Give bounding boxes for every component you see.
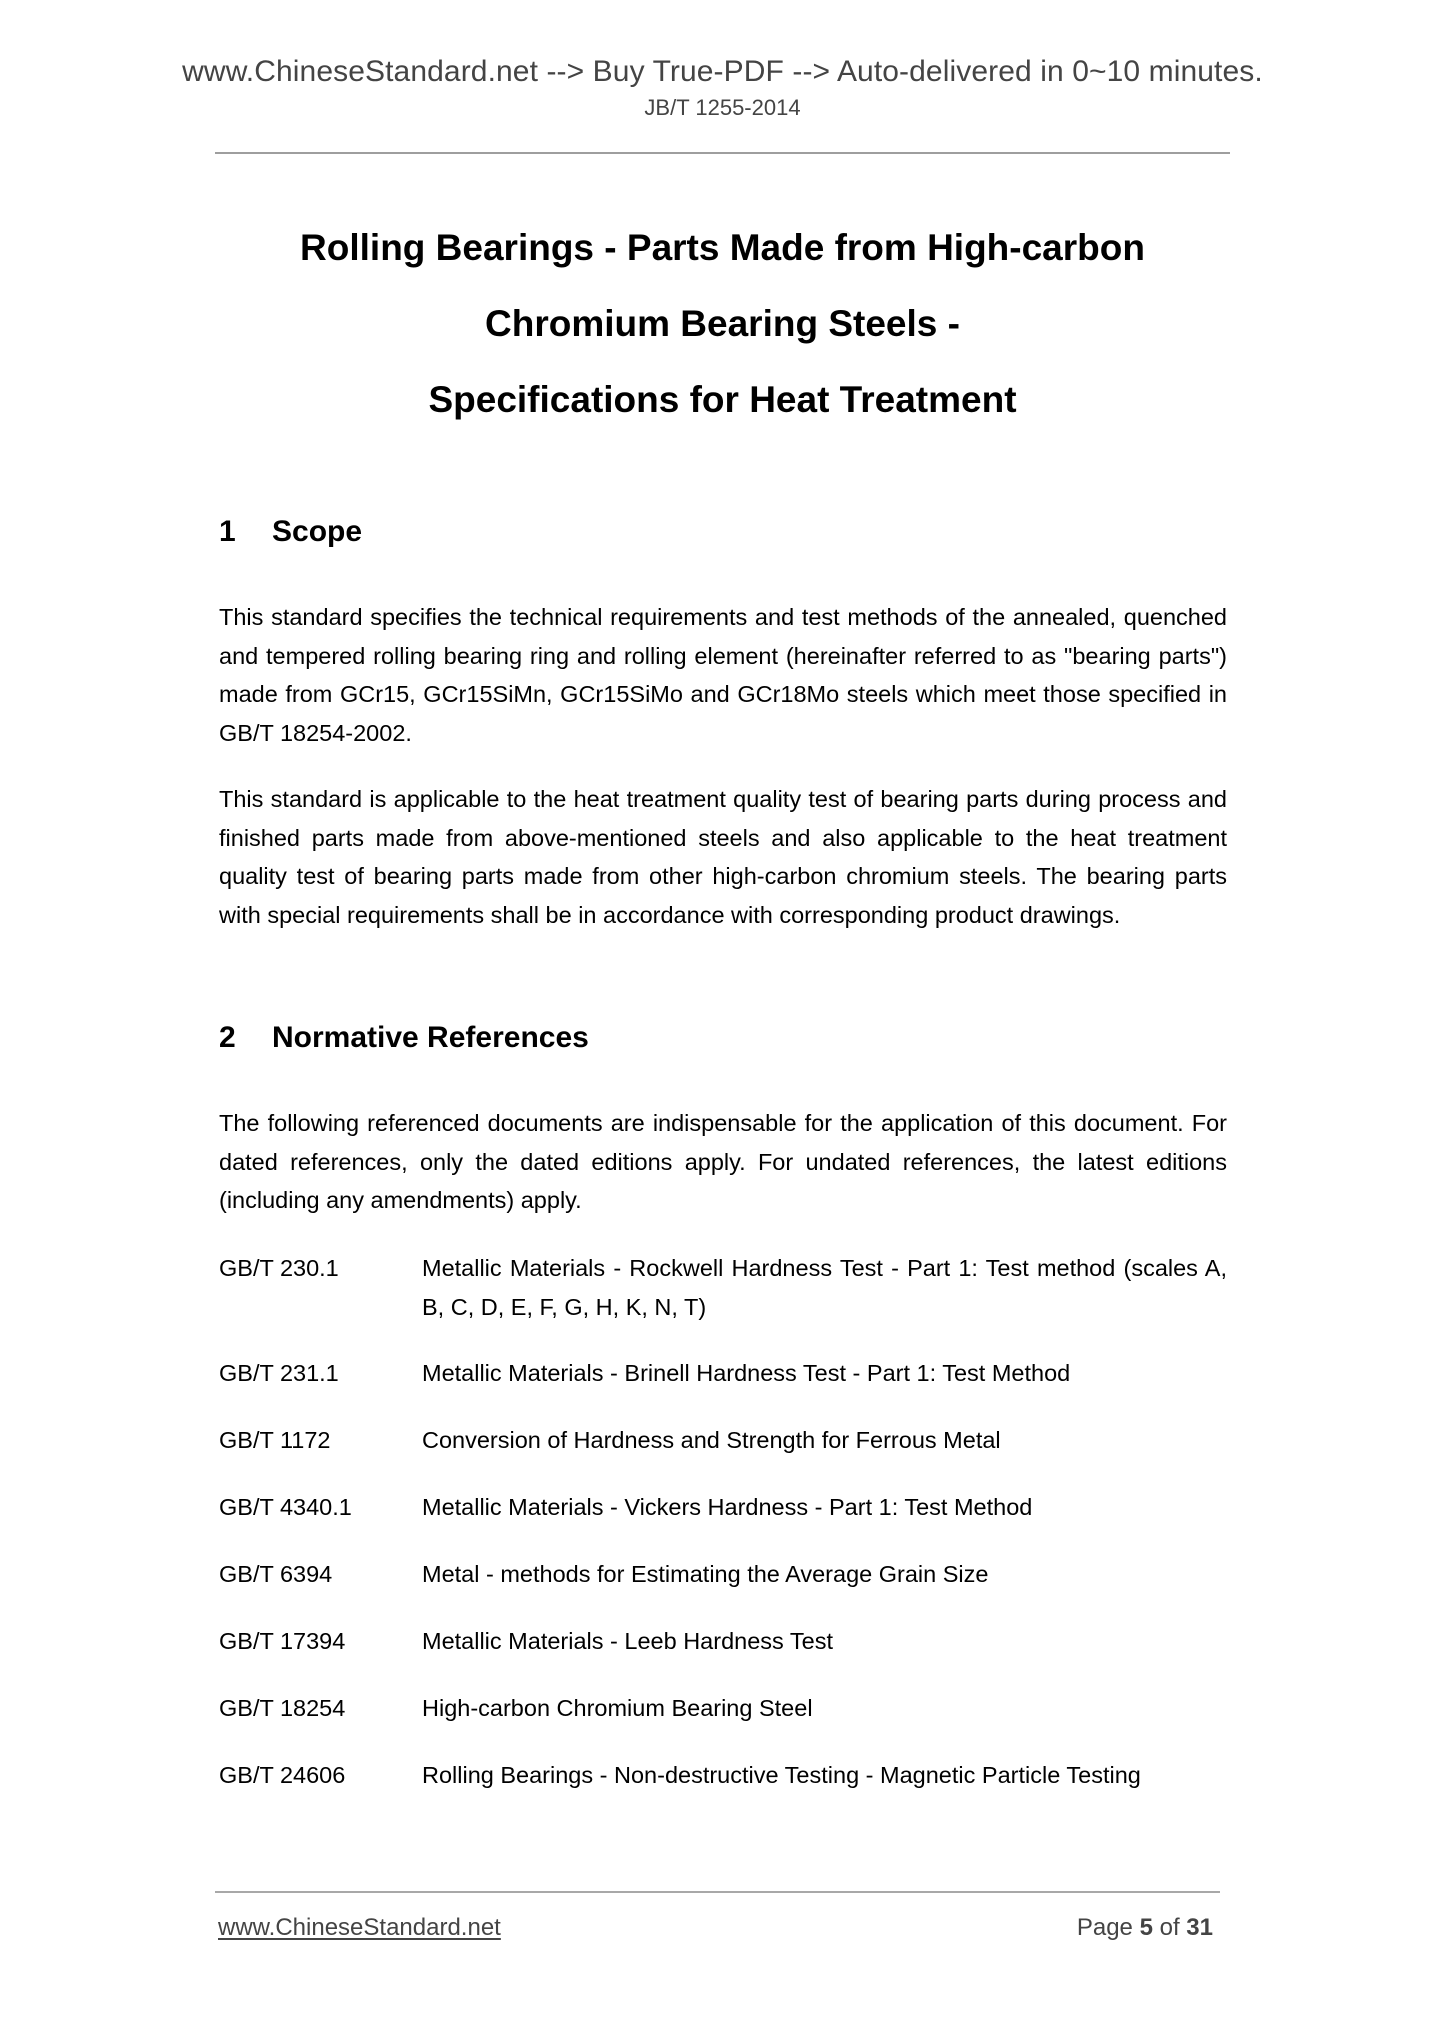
section-title: Normative References	[272, 1021, 589, 1054]
reference-code: GB/T 1172	[219, 1427, 331, 1453]
reference-title: Metallic Materials - Rockwell Hardness Test - Part 1: Test method (scales A, B, C, D, E, F, G, H, K, N, T)	[422, 1255, 1227, 1320]
current-page: 5	[1139, 1914, 1153, 1941]
reference-item	[219, 1555, 1227, 1594]
header-divider	[215, 152, 1230, 154]
document-id: JB/T 1255-2014	[644, 95, 801, 120]
reference-title: Metallic Materials - Brinell Hardness Test - Part 1: Test Method	[422, 1360, 1071, 1386]
total-pages: 31	[1186, 1914, 1213, 1941]
page-number	[1077, 1912, 1213, 1944]
reference-item	[219, 1421, 1227, 1460]
reference-item	[219, 1756, 1227, 1795]
reference-code: GB/T 17394	[219, 1628, 346, 1654]
footer-website-link[interactable]: www.ChineseStandard.net	[218, 1914, 501, 1941]
reference-item	[219, 1488, 1227, 1527]
page-header	[0, 52, 1445, 124]
reference-title: Rolling Bearings - Non-destructive Testing - Magnetic Particle Testing	[422, 1762, 1141, 1788]
header-banner: www.ChineseStandard.net --> Buy True-PDF --> Auto-delivered in 0~10 minutes.	[182, 55, 1263, 88]
title-line-1: Rolling Bearings - Parts Made from High-carbon	[300, 227, 1145, 268]
section-number: 2	[219, 1021, 236, 1054]
scope-paragraph-1: This standard specifies the technical requirements and test methods of the annealed, quenched and tempered rolling bearing ring and rolling element (hereinafter referred to as "bearing parts") made from GCr15, GCr15SiMn, GCr15SiMo and GCr18Mo steels which meet those specified in GB/T 18254-2002.	[219, 604, 1227, 746]
page-of-label: of	[1159, 1914, 1180, 1941]
reference-code: GB/T 4340.1	[219, 1494, 352, 1520]
reference-title: Metallic Materials - Vickers Hardness - Part 1: Test Method	[422, 1494, 1033, 1520]
reference-code: GB/T 18254	[219, 1695, 346, 1721]
title-line-3: Specifications for Heat Treatment	[428, 379, 1017, 420]
references-intro-paragraph: The following referenced documents are indispensable for the application of this document. For dated references, only the dated editions apply. For undated references, the latest editions (including any amendments) apply.	[219, 1110, 1227, 1213]
reference-title: Metallic Materials - Leeb Hardness Test	[422, 1628, 833, 1654]
reference-code: GB/T 230.1	[219, 1255, 339, 1281]
footer-divider	[215, 1891, 1220, 1893]
reference-title: Metal - methods for Estimating the Average Grain Size	[422, 1561, 989, 1587]
page-label: Page	[1076, 1914, 1133, 1941]
section-number: 1	[219, 515, 236, 548]
reference-code: GB/T 6394	[219, 1561, 333, 1587]
reference-item	[219, 1689, 1227, 1728]
section-title: Scope	[272, 515, 363, 548]
reference-code: GB/T 231.1	[219, 1360, 339, 1386]
document-title	[0, 210, 1445, 438]
reference-item	[219, 1249, 1227, 1326]
reference-item	[219, 1622, 1227, 1661]
reference-title: Conversion of Hardness and Strength for Ferrous Metal	[422, 1427, 1001, 1453]
section-heading-normative-references	[219, 1018, 589, 1058]
title-line-2: Chromium Bearing Steels -	[485, 303, 960, 344]
scope-paragraph-2: This standard is applicable to the heat treatment quality test of bearing parts during process and finished parts made from above-mentioned steels and also applicable to the heat treatment quality test of bearing parts made from other high-carbon chromium steels. The bearing parts with special requirements shall be in accordance with corresponding product drawings.	[219, 786, 1227, 928]
reference-title: High-carbon Chromium Bearing Steel	[422, 1695, 813, 1721]
reference-code: GB/T 24606	[219, 1762, 346, 1788]
section-heading-scope	[219, 512, 362, 552]
reference-item	[219, 1354, 1227, 1393]
